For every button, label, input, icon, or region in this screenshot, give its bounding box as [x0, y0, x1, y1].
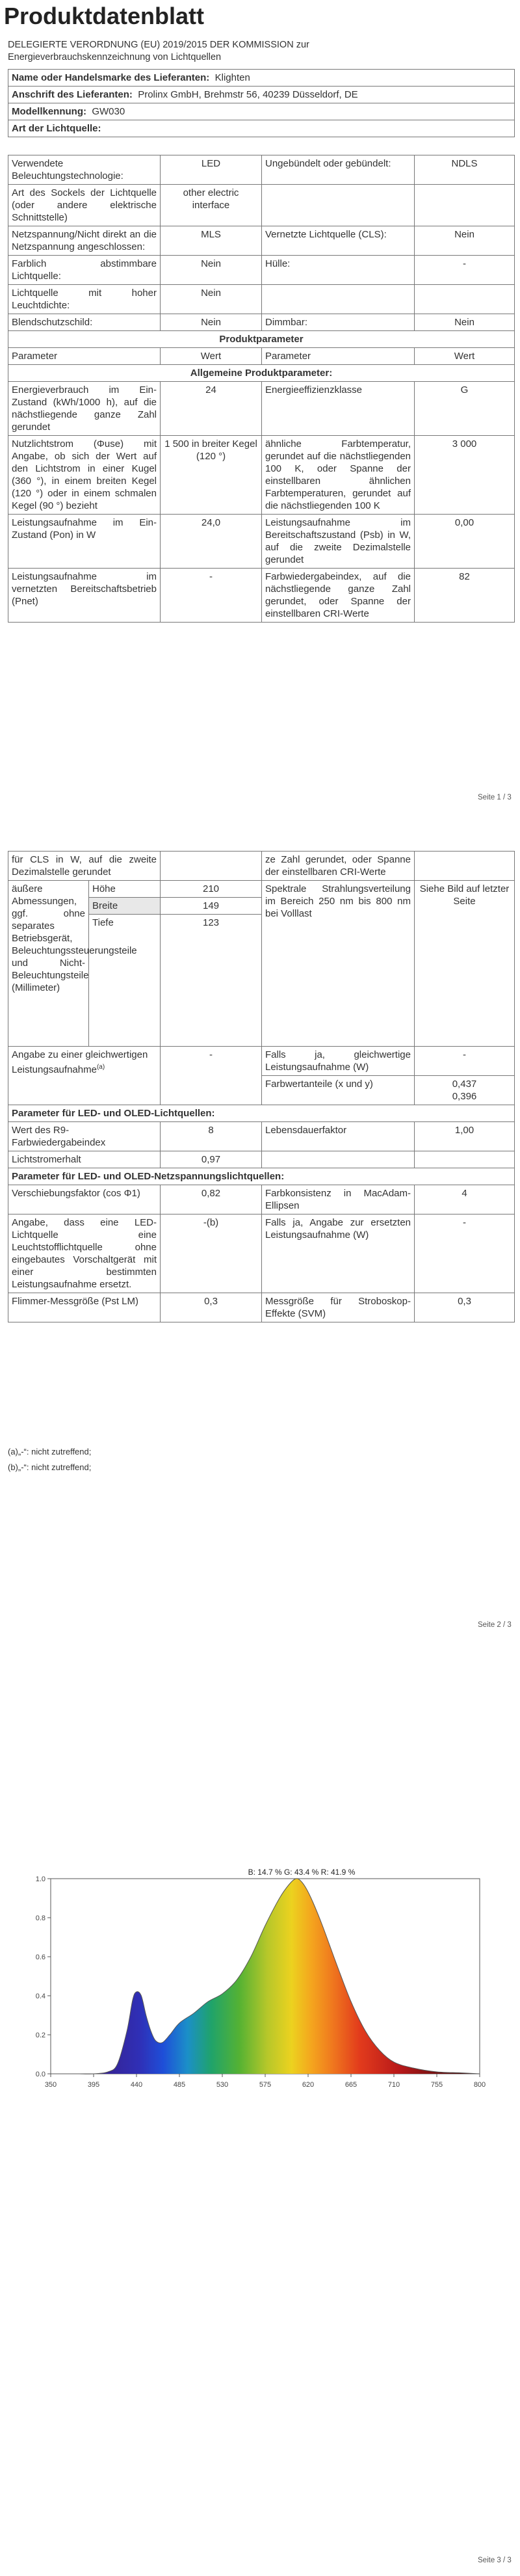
x-tick-label: 440	[130, 2081, 143, 2089]
empty-cell	[262, 285, 415, 314]
led-heading: Parameter für LED- und OLED-Lichtquellen:	[8, 1105, 515, 1122]
x-tick-label: 575	[259, 2081, 272, 2089]
x-tick-label: 485	[173, 2081, 186, 2089]
empty-cell	[262, 1151, 415, 1168]
supplier-name-row	[8, 70, 515, 87]
cct-label: ähnliche Farbtemperatur, gerundet auf die nächstliegenden 100 K, oder Spanne der einstellbaren ähnlichen Farbtemperaturen, gerundet auf die nächstliegenden 100 K	[262, 436, 415, 515]
equiv-label: Angabe zu einer gleichwertigen Leistungsaufnahme$^{(a)}$	[8, 1047, 161, 1105]
life-label: Lebensdauerfaktor	[262, 1122, 415, 1151]
width-value: 149	[161, 898, 262, 915]
page-number: Seite 1 / 3	[478, 794, 512, 801]
equiv-value: -	[161, 1047, 262, 1105]
dimmable-value: Nein	[415, 314, 515, 331]
depth-value: 123	[161, 915, 262, 1047]
pon-label: Leistungsaufnahme im Ein-Zustand (Pon) in W	[8, 515, 161, 569]
y-axis	[36, 1875, 51, 2078]
envelope-label: Hülle:	[262, 256, 415, 285]
page-2	[0, 839, 520, 1646]
produkt-table-continued	[8, 851, 514, 1322]
x-tick-label: 395	[87, 2081, 100, 2089]
page-number: Seite 2 / 3	[478, 1621, 512, 1629]
maint-label: Lichtstromerhalt	[8, 1151, 161, 1168]
page-number: Seite 3 / 3	[478, 2556, 512, 2564]
regulation-text: DELEGIERTE VERORDNUNG (EU) 2019/2015 DER KOMMISSION zur Energieverbrauchskennzeichnung von Lichtquellen	[8, 40, 309, 62]
pnet-label: Leistungsaufnahme im vernetzten Bereitschaftsbetrieb (Pnet)	[8, 569, 161, 623]
chrom-y: 0,396	[452, 1091, 477, 1102]
depth-label: Tiefe	[89, 915, 161, 1047]
connected-label: Vernetzte Lichtquelle (CLS):	[262, 226, 415, 256]
flicker-value: 0,3	[161, 1293, 262, 1322]
col-header-param: Parameter	[262, 348, 415, 365]
rgb-annotation: B: 14.7 % G: 43.4 % R: 41.9 %	[248, 1868, 356, 1877]
width-label: Breite	[89, 898, 161, 915]
x-tick-label: 755	[430, 2081, 443, 2089]
y-tick-label: 1.0	[35, 1875, 46, 1883]
flicker-label: Flimmer-Messgröße (Pst LM)	[8, 1293, 161, 1322]
supplier-address-row	[8, 87, 515, 103]
x-tick-label: 620	[302, 2081, 315, 2089]
lightsource-type-heading: Art der Lichtquelle:	[8, 120, 515, 137]
energy-value: 24	[161, 382, 262, 436]
produkt-heading: Produktparameter	[8, 331, 515, 348]
chrom-value	[415, 1076, 515, 1105]
x-axis	[45, 2074, 486, 2089]
eclass-value: G	[415, 382, 515, 436]
tech-value: LED	[161, 155, 262, 185]
model-label: Modellkennung:	[12, 106, 86, 117]
highlum-value: Nein	[161, 285, 262, 314]
psb-value: 0,00	[415, 515, 515, 569]
cct-value: 3 000	[415, 436, 515, 515]
y-tick-label: 0.2	[35, 2032, 46, 2039]
empty-cell	[161, 852, 262, 881]
model-value: GW030	[92, 106, 125, 117]
supplier-table	[8, 69, 514, 137]
unbundled-value: NDLS	[415, 155, 515, 185]
equiv-w-value: -	[415, 1047, 515, 1076]
replace-w-value: -	[415, 1214, 515, 1293]
page-3	[0, 1665, 520, 2576]
flux-label: Nutzlichtstrom (Φuse) mit Angabe, ob sich der Wert auf den Lichtstrom in einer Kugel (360 °), in einem breiten Kegel (120 °) oder in einem schmalen Kegel (90 °) bezieht	[8, 436, 161, 515]
equiv-w-label: Falls ja, gleichwertige Leistungsaufnahme (W)	[262, 1047, 415, 1076]
eclass-label: Energieeffizienzklasse	[262, 382, 415, 436]
pnet-value: -	[161, 569, 262, 623]
mains-value: MLS	[161, 226, 262, 256]
x-tick-label: 530	[216, 2081, 229, 2089]
replace-value: -(b)	[161, 1214, 262, 1293]
pf-value: 0,82	[161, 1185, 262, 1214]
empty-cell	[415, 852, 515, 881]
height-value: 210	[161, 881, 262, 898]
sdcm-value: 4	[415, 1185, 515, 1214]
supplier-address-label: Anschrift des Lieferanten:	[12, 89, 133, 100]
mains-label: Netzspannung/Nicht direkt an die Netzspannung angeschlossen:	[8, 226, 161, 256]
spectral-value: Siehe Bild auf letzter Seite	[415, 881, 515, 1047]
model-row	[8, 103, 515, 120]
lightsource-table	[8, 155, 514, 623]
height-label: Höhe	[89, 881, 161, 898]
life-value: 1,00	[415, 1122, 515, 1151]
antiglare-label: Blendschutzschild:	[8, 314, 161, 331]
y-tick-label: 0.0	[35, 2071, 46, 2078]
spectral-chart	[22, 1866, 494, 2100]
x-tick-label: 350	[44, 2081, 57, 2089]
unbundled-label: Ungebündelt oder gebündelt:	[262, 155, 415, 185]
col-header-value: Wert	[161, 348, 262, 365]
empty-cell	[415, 285, 515, 314]
r9-label: Wert des R9-Farbwiedergabeindex	[8, 1122, 161, 1151]
pf-label: Verschiebungsfaktor (cos Φ1)	[8, 1185, 161, 1214]
sdcm-label: Farbkonsistenz in MacAdam-Ellipsen	[262, 1185, 415, 1214]
x-tick-label: 665	[344, 2081, 358, 2089]
page-title: Produktdatenblatt	[4, 3, 205, 29]
chrom-x: 0,437	[452, 1079, 477, 1090]
footnote-b: (b)„-“: nicht zutreffend;	[8, 1462, 92, 1472]
spectral-label: Spektrale Strahlungsverteilung im Bereich 250 nm bis 800 nm bei Volllast	[262, 881, 415, 1047]
antiglare-value: Nein	[161, 314, 262, 331]
supplier-name-label: Name oder Handelsmarke des Lieferanten:	[12, 72, 210, 83]
strobo-value: 0,3	[415, 1293, 515, 1322]
y-tick-label: 0.6	[35, 1953, 46, 1961]
strobo-label: Messgröße für Stroboskop-Effekte (SVM)	[262, 1293, 415, 1322]
supplier-address-value: Prolinx GmbH, Brehmstr 56, 40239 Düsseldorf, DE	[138, 89, 358, 100]
spectral-chart-svg	[22, 1866, 494, 2100]
socket-value: other electric interface	[161, 185, 262, 226]
envelope-value: -	[415, 256, 515, 285]
supplier-name-value: Klighten	[214, 72, 250, 83]
tunable-label: Farblich abstimmbare Lichtquelle:	[8, 256, 161, 285]
r9-value: 8	[161, 1122, 262, 1151]
tech-label: Verwendete Beleuchtungstechnologie:	[8, 155, 161, 185]
x-tick-label: 710	[387, 2081, 400, 2089]
energy-label: Energieverbrauch im Ein-Zustand (kWh/1000 h), auf die nächstliegende ganze Zahl gerundet	[8, 382, 161, 436]
replace-label: Angabe, dass eine LED-Lichtquelle eine Leuchtstofflichtquelle ohne eingebautes Vorschaltgerät mit einer bestimmten Leistungsaufnahme ersetzt.	[8, 1214, 161, 1293]
connected-value: Nein	[415, 226, 515, 256]
y-tick-label: 0.4	[35, 1992, 46, 2000]
x-tick-label: 800	[473, 2081, 486, 2089]
highlum-label: Lichtquelle mit hoher Leuchtdichte:	[8, 285, 161, 314]
chrom-label: Farbwertanteile (x und y)	[262, 1076, 415, 1105]
col-header-value: Wert	[415, 348, 515, 365]
col-header-param: Parameter	[8, 348, 161, 365]
empty-cell	[415, 1151, 515, 1168]
cri-value: 82	[415, 569, 515, 623]
pon-value: 24,0	[161, 515, 262, 569]
cri-label: Farbwiedergabeindex, auf die nächstliegende ganze Zahl gerundet, oder Spanne der einstellbaren CRI-Werte	[262, 569, 415, 623]
dims-label: äußere Abmessungen, ggf. ohne separates Betriebsgerät, Beleuchtungssteuerungsteile und Nicht-Beleuchtungsteile (Millimeter)	[8, 881, 89, 1047]
footnote-a: (a)„-“: nicht zutreffend;	[8, 1447, 92, 1456]
flux-value: 1 500 in breiter Kegel (120 °)	[161, 436, 262, 515]
tunable-value: Nein	[161, 256, 262, 285]
mains-heading: Parameter für LED- und OLED-Netzspannungslichtquellen:	[8, 1168, 515, 1185]
maint-value: 0,97	[161, 1151, 262, 1168]
y-tick-label: 0.8	[35, 1914, 46, 1922]
socket-label: Art des Sockels der Lichtquelle (oder andere elektrische Schnittstelle)	[8, 185, 161, 226]
replace-w-label: Falls ja, Angabe zur ersetzten Leistungsaufnahme (W)	[262, 1214, 415, 1293]
page-1	[0, 0, 520, 813]
dimmable-label: Dimmbar:	[262, 314, 415, 331]
empty-cell	[415, 185, 515, 226]
psb-label: Leistungsaufnahme im Bereitschaftszustand (Psb) in W, auf die zweite Dezimalstelle gerundet	[262, 515, 415, 569]
empty-cell	[262, 185, 415, 226]
general-heading: Allgemeine Produktparameter:	[8, 365, 515, 382]
pnet-label-cont: für CLS in W, auf die zweite Dezimalstelle gerundet	[8, 852, 161, 881]
cri-label-cont: ze Zahl gerundet, oder Spanne der einstellbaren CRI-Werte	[262, 852, 415, 881]
